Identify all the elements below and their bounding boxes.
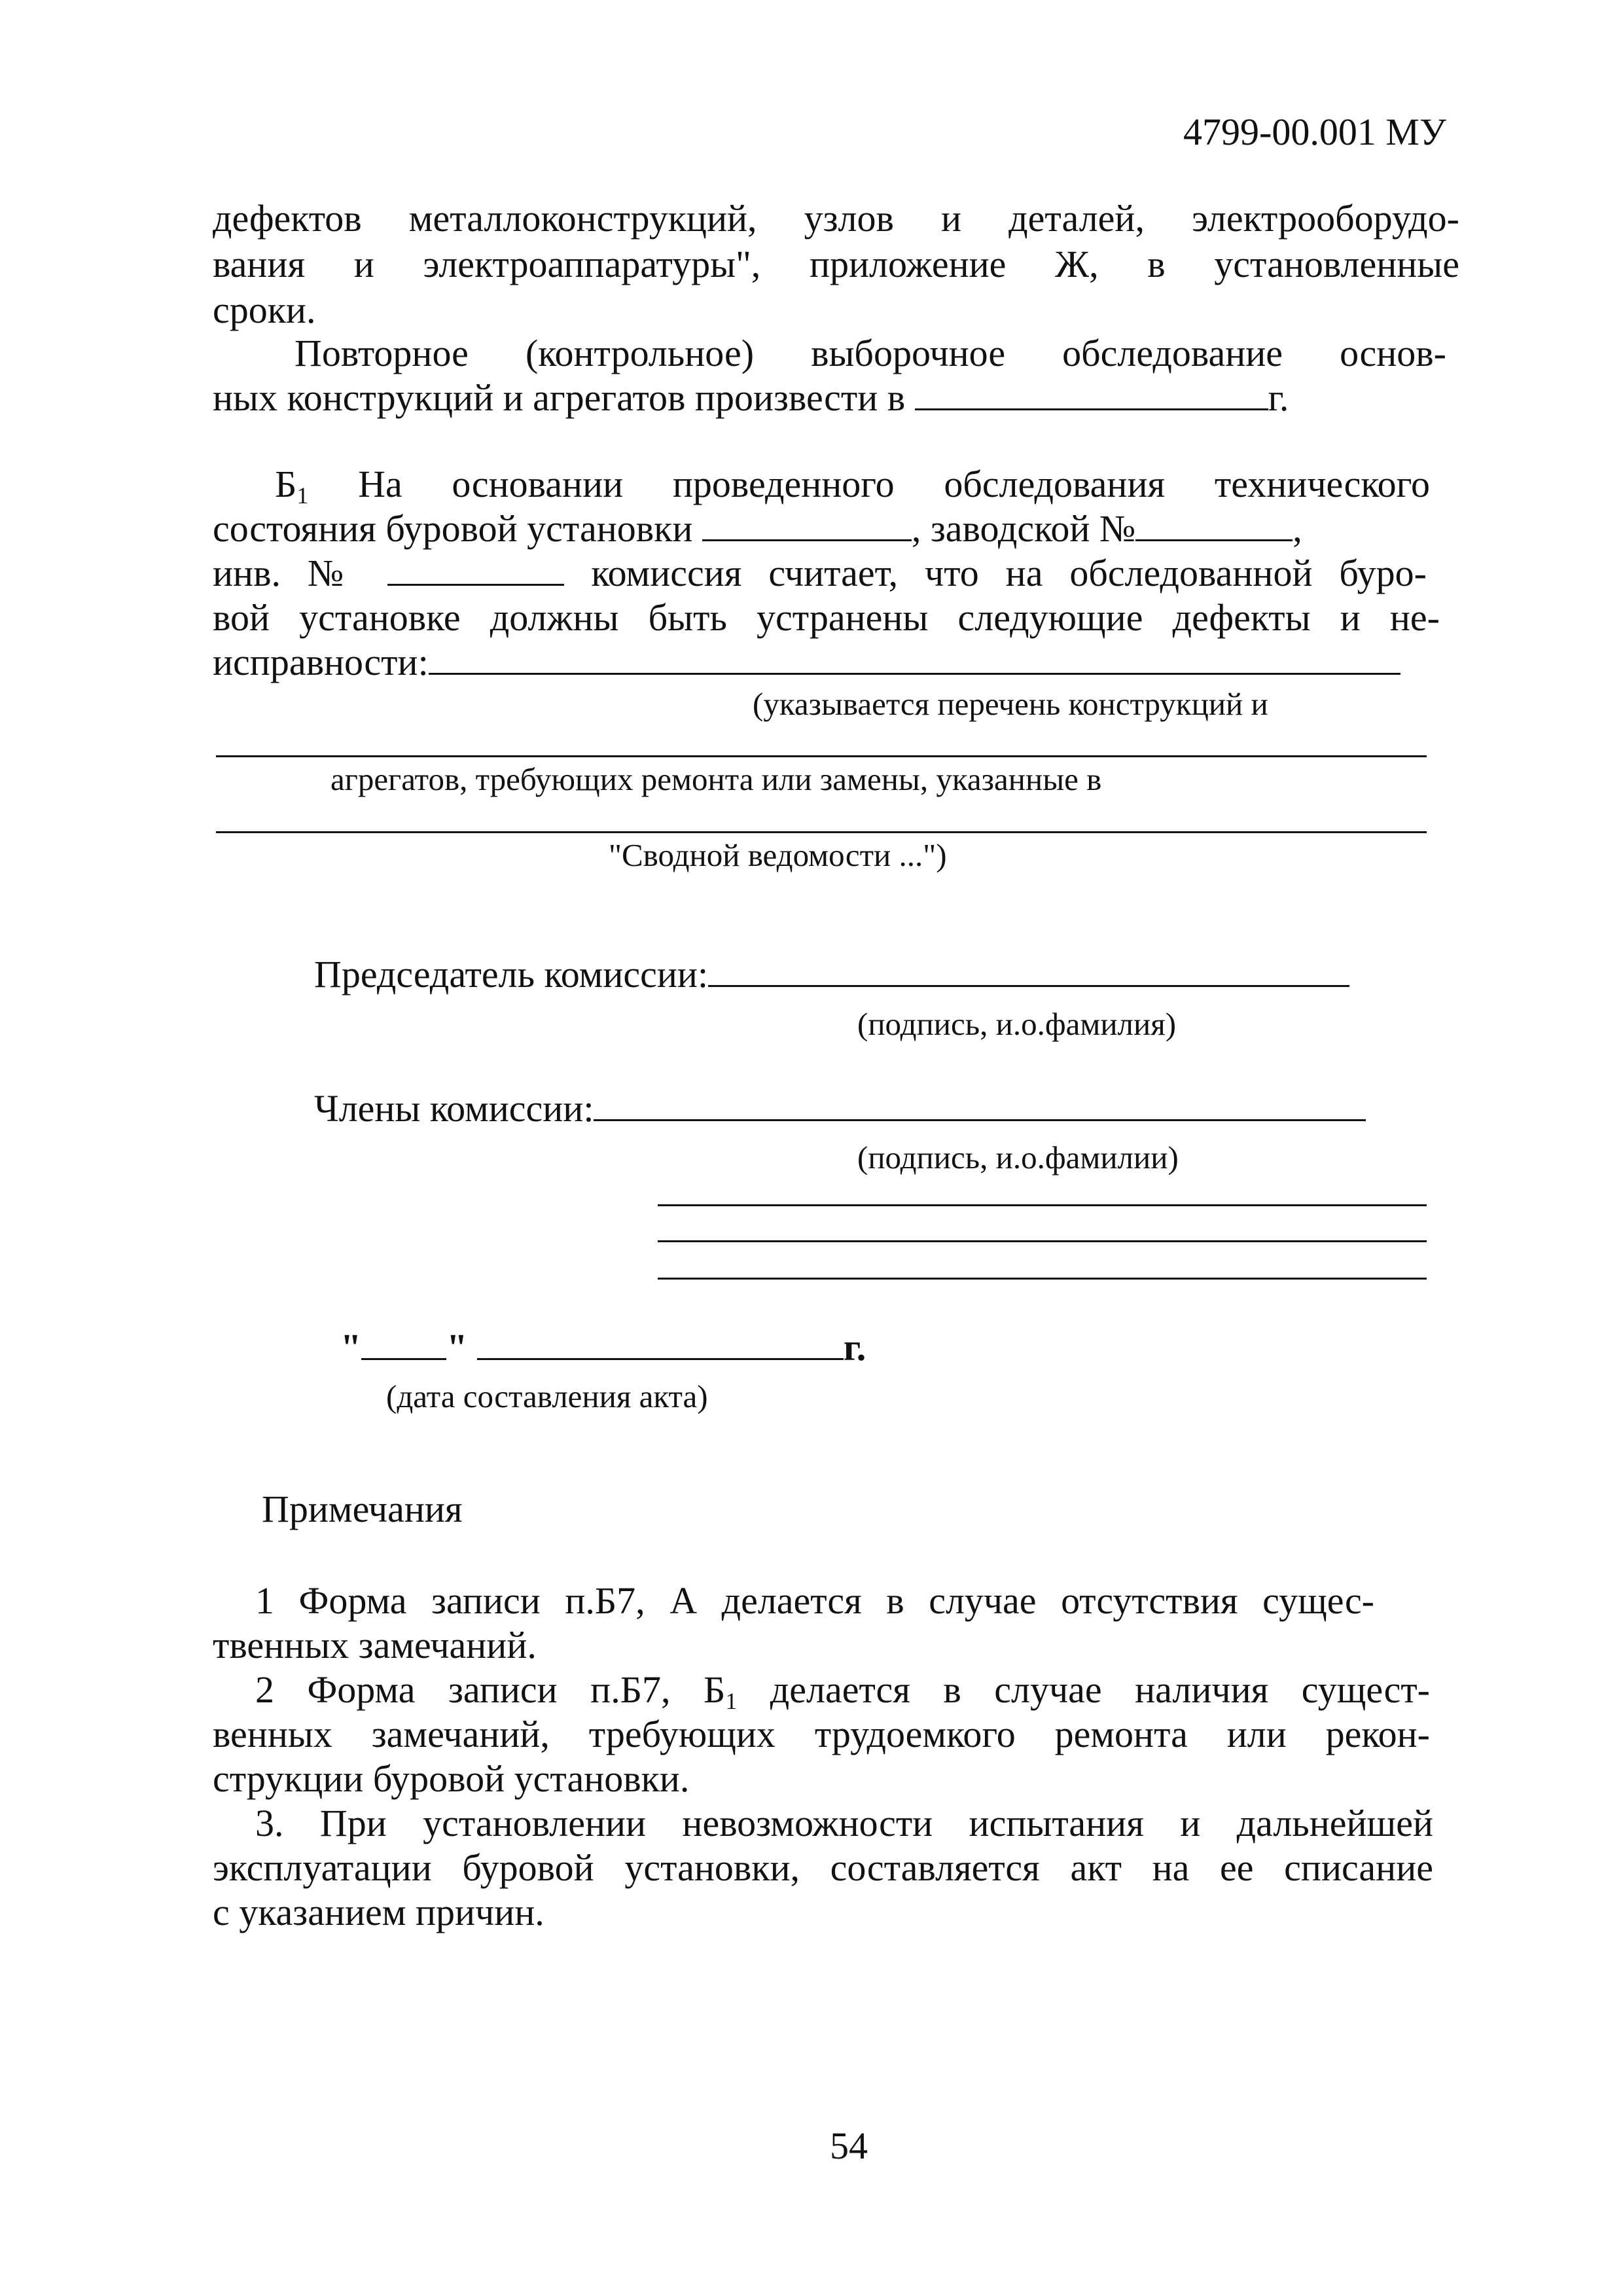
act-date-caption: (дата составления акта) [386, 1378, 708, 1414]
act-month-year-field[interactable] [477, 1327, 844, 1360]
paragraph-defects-line-1: дефектов металлоконструкций, узлов и деталей, электрооборудо- [213, 197, 1459, 240]
note-1-line-2: твенных замечаний. [213, 1624, 537, 1666]
member-signature-field-1[interactable] [594, 1088, 1366, 1121]
members-caption: (подпись, и.о.фамилии) [857, 1139, 1179, 1175]
factory-number-field[interactable] [1135, 508, 1293, 541]
document-code: 4799-00.001 МУ [1183, 111, 1446, 153]
paragraph-repeat-inspection-line-1: Повторное (контрольное) выборочное обследование основ- [294, 332, 1446, 374]
defects-caption-line-3: "Сводной ведомости ...") [609, 837, 947, 873]
defects-list-rule-2[interactable] [216, 831, 1427, 833]
chairman-label: Председатель комиссии: [314, 953, 709, 996]
note-3-line-1: 3. При установлении невозможности испытания и дальнейшей [255, 1802, 1433, 1844]
section-b1-line-5: исправности: [213, 640, 1400, 685]
section-b1-line-2: состояния буровой установки , заводской № , [213, 507, 1302, 550]
chairman-caption: (подпись, и.о.фамилия) [857, 1006, 1177, 1042]
defects-list-field[interactable] [429, 641, 1400, 675]
members-line [314, 1086, 1366, 1131]
paragraph-defects-line-3: сроки. [213, 289, 316, 331]
act-day-field[interactable] [361, 1327, 446, 1360]
note-1-line-1: 1 Форма записи п.Б7, А делается в случае отсутствия сущес- [255, 1579, 1374, 1622]
note-2-line-3: струкции буровой установки. [213, 1757, 690, 1800]
inventory-number-field[interactable] [387, 552, 564, 586]
page-number: 54 [830, 2125, 868, 2167]
chairman-signature-field[interactable] [708, 954, 1349, 987]
defects-list-rule-1[interactable] [216, 755, 1427, 757]
note-2-line-2: венных замечаний, требующих трудоемкого ремонта или рекон- [213, 1713, 1430, 1755]
member-signature-field-3[interactable] [658, 1240, 1427, 1242]
act-date-line: " " г. [340, 1326, 866, 1369]
note-2-line-1: 2 Форма записи п.Б7, $Б_1$ делается в случае наличия сущест- [255, 1668, 1430, 1714]
member-signature-field-2[interactable] [658, 1204, 1427, 1206]
section-b1-line-3: инв. № комиссия считает, что на обследованной буро- [213, 552, 1427, 594]
paragraph-defects-line-2: вания и электроаппаратуры", приложение Ж, в установленные [213, 243, 1459, 285]
paragraph-repeat-inspection-line-2: ных конструкций и агрегатов произвести в г. [213, 376, 1289, 419]
chairman-line [314, 952, 1349, 997]
notes-title: Примечания [262, 1488, 463, 1530]
section-b1-line-1: $Б_1$ На основании проведенного обследования технического [275, 463, 1431, 509]
defects-caption-line-1: (указывается перечень конструкций и [753, 686, 1268, 722]
repeat-inspection-date-field[interactable] [915, 377, 1268, 410]
members-label: Члены комиссии: [314, 1087, 594, 1130]
section-b1-label: $Б_1$ [275, 463, 309, 509]
note-3-line-2: эксплуатации буровой установки, составляется акт на ее списание [213, 1846, 1433, 1889]
section-b1-line-4: вой установке должны быть устранены следующие дефекты и не- [213, 596, 1440, 639]
member-signature-field-4[interactable] [658, 1278, 1427, 1280]
rig-model-field[interactable] [702, 508, 912, 541]
defects-caption-line-2: агрегатов, требующих ремонта или замены, указанные в [330, 761, 1102, 797]
note-3-line-3: с указанием причин. [213, 1891, 544, 1933]
